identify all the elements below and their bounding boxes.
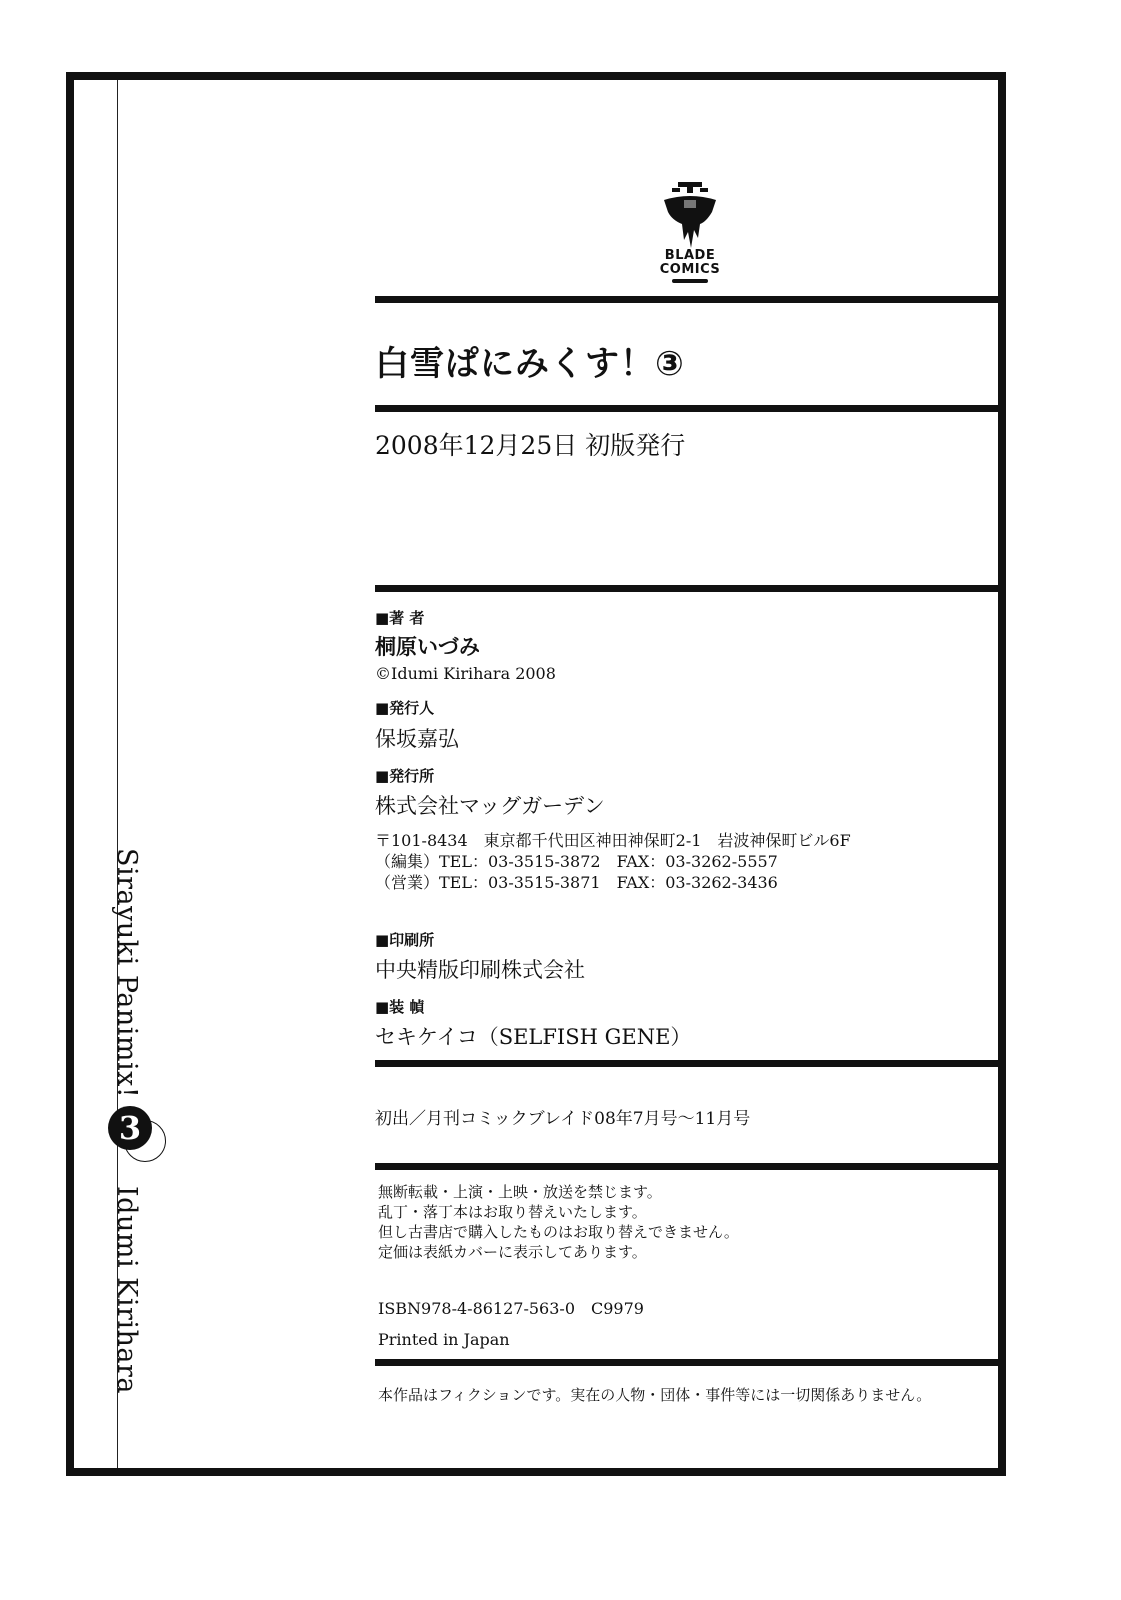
first-appearance: 初出／月刊コミックブレイド08年7月号〜11月号	[375, 1109, 751, 1129]
rule-notices-top	[375, 1163, 1000, 1170]
notice-line: 但し古書店で購入したものはお取り替えできません。	[378, 1223, 739, 1241]
publisher-person: 保坂嘉弘	[375, 727, 459, 751]
printed-in: Printed in Japan	[378, 1330, 510, 1349]
notice-line: 無断転載・上演・上映・放送を禁じます。	[378, 1183, 662, 1201]
address-line: （編集）TEL：03-3515-3872 FAX：03-3262-5557	[375, 852, 778, 871]
rule-below-title	[375, 405, 1000, 412]
publisher-person-label: ■発行人	[375, 699, 435, 717]
design-label: ■装 幀	[375, 998, 425, 1016]
page-frame	[66, 72, 1006, 1476]
publisher-label: ■発行所	[375, 767, 435, 785]
spine-title: Sirayuki Panimix!	[111, 848, 142, 1099]
author-label: ■著 者	[375, 609, 425, 627]
notice-line: 定価は表紙カバーに表示してあります。	[378, 1243, 647, 1261]
isbn: ISBN978-4-86127-563-0 C9979	[378, 1299, 644, 1318]
design-credit: セキケイコ（SELFISH GENE）	[375, 1025, 692, 1049]
logo-underline	[672, 279, 708, 283]
printer-label: ■印刷所	[375, 931, 435, 949]
rule-disclaimer-top	[375, 1359, 1000, 1366]
rule-after-credits	[375, 1060, 1000, 1067]
author-name: 桐原いづみ	[375, 635, 480, 659]
rule-credits-top	[375, 585, 1000, 592]
publisher-name: 株式会社マッグガーデン	[375, 794, 605, 818]
notice-line: 乱丁・落丁本はお取り替えいたします。	[378, 1203, 647, 1221]
copyright: ©Idumi Kirihara 2008	[375, 664, 556, 683]
publish-date: 2008年12月25日 初版発行	[375, 431, 686, 460]
rule-top	[375, 296, 1000, 303]
disclaimer: 本作品はフィクションです。実在の人物・団体・事件等には一切関係ありません。	[378, 1386, 932, 1404]
address-line: 〒101-8434 東京都千代田区神田神保町2-1 岩波神保町ビル6F	[375, 831, 851, 850]
logo-text-line2: COMICS	[659, 262, 721, 277]
spine-author: Idumi Kirihara	[111, 1186, 142, 1394]
address-line: （営業）TEL：03-3515-3871 FAX：03-3262-3436	[375, 873, 778, 892]
book-title: 白雪ぱにみくす！③	[375, 344, 685, 384]
printer-name: 中央精版印刷株式会社	[375, 958, 585, 982]
logo-text-line1: BLADE	[664, 248, 716, 263]
spine-volume-badge: 3	[108, 1106, 152, 1150]
